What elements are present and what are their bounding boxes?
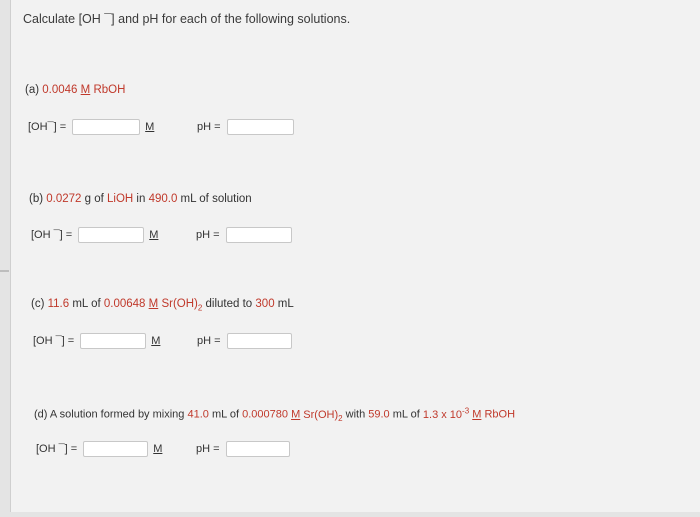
part-d-conc2 <box>422 406 470 421</box>
part-c-vol: 11.6 <box>47 298 70 310</box>
part-c-label: (c) <box>31 298 48 310</box>
part-d-species2: RbOH <box>484 408 516 421</box>
part-b-ph-input[interactable] <box>226 227 292 243</box>
part-a-ph-input[interactable] <box>227 119 294 135</box>
part-a-conc: 0.0046 <box>42 84 78 96</box>
part-c-ph-row <box>197 333 292 349</box>
part-d-ph-label: pH = <box>196 443 220 455</box>
part-d-species1-sub: 2 <box>338 413 343 423</box>
part-c-ph-label: pH = <box>197 335 221 347</box>
part-b-in: in <box>133 193 149 205</box>
part-d-with: with <box>342 408 369 421</box>
part-c-species-base: Sr(OH) <box>161 298 198 310</box>
part-a-oh-label: [OH¯] = <box>28 121 67 133</box>
part-a-species: RbOH <box>93 84 126 96</box>
part-a-ph-label: pH = <box>197 121 221 133</box>
part-d-unit-m2: M <box>472 408 482 421</box>
part-c-oh-label: [OH ¯] = <box>33 335 75 347</box>
part-d-ph-input[interactable] <box>226 441 290 457</box>
part-b-oh-label: [OH ¯] = <box>31 229 73 241</box>
part-d-vol1: 41.0 <box>187 408 209 421</box>
part-c-oh-unit: M <box>151 335 161 347</box>
part-d-oh-row <box>36 441 162 457</box>
part-c-prompt <box>31 298 294 312</box>
resize-handle[interactable] <box>0 270 9 272</box>
question-title: Calculate [OH ¯] and pH for each of the following solutions. <box>23 12 351 26</box>
part-d-conc2-exp: -3 <box>462 406 470 415</box>
part-d-unit-m1: M <box>291 408 301 421</box>
part-a-ph-row <box>197 119 294 135</box>
part-c-ph-input[interactable] <box>227 333 292 349</box>
part-d-oh-input[interactable] <box>83 441 148 457</box>
part-b-ph-label: pH = <box>196 229 220 241</box>
part-b-ph-row <box>196 227 292 243</box>
part-b-oh-row <box>31 227 158 243</box>
part-b-label: (b) <box>29 193 47 205</box>
part-c-final-vol: 300 <box>255 298 275 310</box>
part-d-ph-row <box>196 441 290 457</box>
part-c-diluted: diluted to <box>202 298 256 310</box>
part-d-species1 <box>303 409 342 421</box>
part-b-oh-unit: M <box>149 229 159 241</box>
part-d-conc1: 0.000780 <box>242 408 288 421</box>
part-d-of2: mL of <box>389 408 423 421</box>
part-c-final-unit: mL <box>274 298 294 310</box>
part-d-conc2-base: 1.3 x 10 <box>422 408 463 421</box>
part-d-vol2: 59.0 <box>368 408 390 421</box>
question-panel <box>10 0 700 512</box>
part-b-rest: mL of solution <box>177 193 252 205</box>
part-d-species1-base: Sr(OH) <box>303 408 339 421</box>
part-d-label: (d) A solution formed by mixing <box>34 408 188 421</box>
part-a-label: (a) <box>25 84 43 96</box>
part-c-oh-row <box>33 333 160 349</box>
part-b-volume: 490.0 <box>148 193 178 205</box>
part-c-unit-m: M <box>148 298 159 310</box>
part-d-of1: mL of <box>208 408 243 421</box>
part-a-oh-row <box>28 119 154 135</box>
part-d-prompt <box>34 406 515 423</box>
part-c-conc: 0.00648 <box>103 298 146 310</box>
part-b-mass: 0.0272 <box>46 193 82 205</box>
part-a-prompt <box>25 84 125 96</box>
part-a-oh-unit: M <box>145 121 155 133</box>
part-b-oh-input[interactable] <box>78 227 144 243</box>
part-b-mass-unit: g of <box>81 193 108 205</box>
part-b-prompt <box>29 193 252 205</box>
part-a-unit-m: M <box>80 84 91 96</box>
part-d-oh-unit: M <box>153 443 163 455</box>
part-c-oh-input[interactable] <box>80 333 146 349</box>
part-d-oh-label: [OH ¯] = <box>36 443 78 455</box>
part-c-species <box>161 298 203 313</box>
part-c-species-sub: 2 <box>197 303 203 313</box>
part-b-species: LiOH <box>107 193 134 205</box>
part-c-of: mL of <box>69 298 104 310</box>
part-a-oh-input[interactable] <box>72 119 140 135</box>
